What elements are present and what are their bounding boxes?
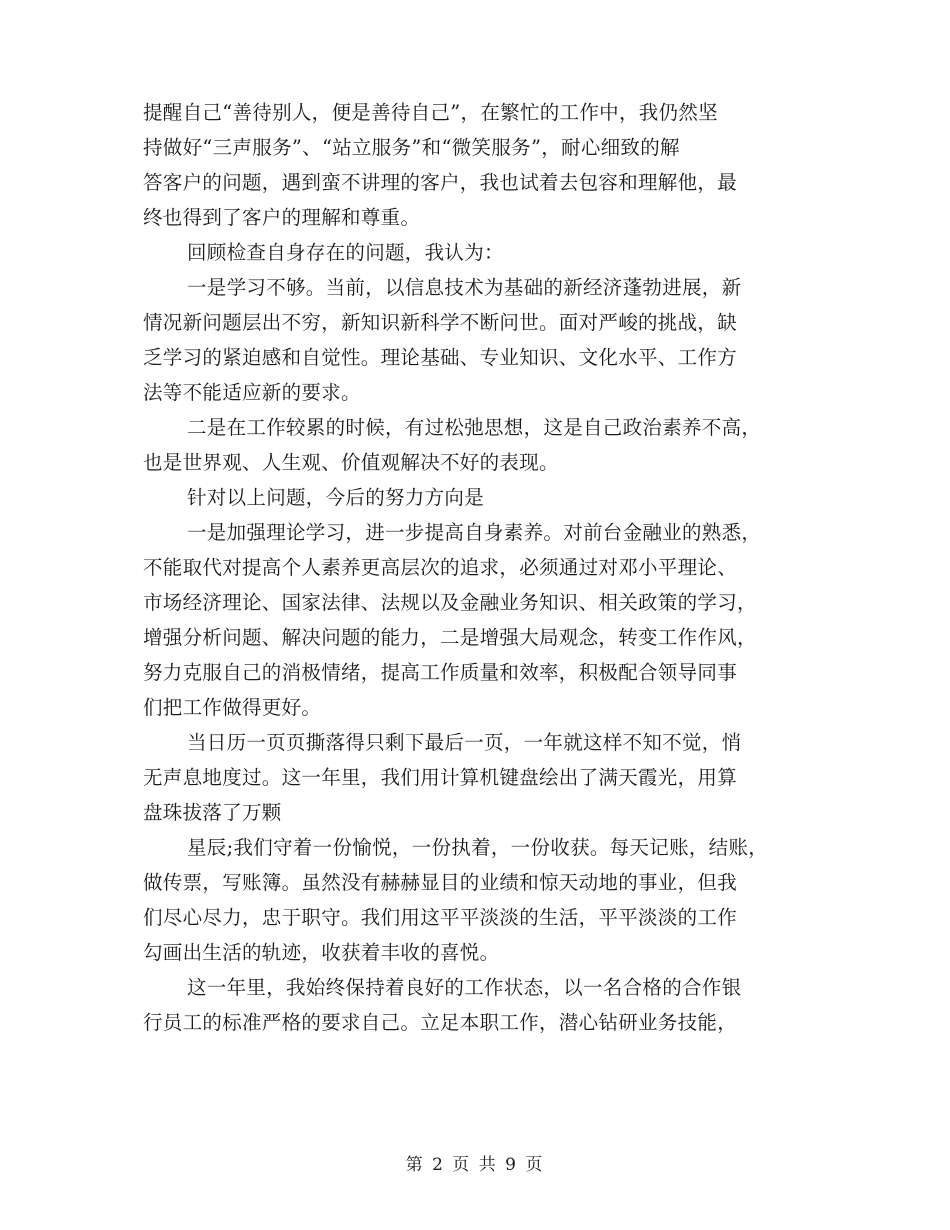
text-line: 做传票，写账簿。虽然没有赫赫显目的业绩和惊天动地的事业，但我 [143, 871, 738, 894]
text-line: 法等不能适应新的要求。 [143, 381, 361, 404]
text-line: 一是加强理论学习，进一步提高自身素养。对前台金融业的熟悉， [187, 521, 762, 544]
text-line: 持做好“三声服务”、“站立服务”和“微笑服务”，耐心细致的解 [143, 136, 680, 159]
text-line: 市场经济理论、国家法律、法规以及金融业务知识、相关政策的学习， [143, 591, 757, 614]
text-line: 无声息地度过。这一年里，我们用计算机键盘绘出了满天霞光，用算 [143, 766, 738, 789]
text-line: 答客户的问题，遇到蛮不讲理的客户，我也试着去包容和理解他，最 [143, 171, 738, 194]
text-line: 也是世界观、人生观、价值观解决不好的表现。 [143, 451, 559, 474]
text-line: 不能取代对提高个人素养更高层次的追求，必须通过对邓小平理论、 [143, 556, 738, 579]
page-footer: 第 2 页 共 9 页 [405, 1155, 545, 1175]
text-line: 针对以上问题，今后的努力方向是 [187, 486, 485, 509]
text-line: 行员工的标准严格的要求自己。立足本职工作，潜心钻研业务技能， [143, 1011, 738, 1034]
text-line: 这一年里，我始终保持着良好的工作状态，以一名合格的合作银 [187, 976, 742, 999]
text-line: 情况新问题层出不穷，新知识新科学不断问世。面对严峻的挑战，缺 [143, 311, 738, 334]
text-line: 一是学习不够。当前，以信息技术为基础的新经济蓬勃进展，新 [187, 276, 742, 299]
text-line: 盘珠拔落了万颗 [143, 801, 282, 824]
text-line: 们尽心尽力，忠于职守。我们用这平平淡淡的生活，平平淡淡的工作 [143, 906, 738, 929]
text-line: 勾画出生活的轨迹，收获着丰收的喜悦。 [143, 941, 500, 964]
text-line: 终也得到了客户的理解和尊重。 [143, 206, 421, 229]
text-line: 提醒自己“善待别人，便是善待自己”，在繁忙的工作中，我仍然坚 [143, 101, 718, 124]
text-line: 增强分析问题、解决问题的能力，二是增强大局观念，转变工作作风， [143, 626, 757, 649]
text-line: 星辰;我们守着一份愉悦，一份执着，一份收获。每天记账，结账， [187, 836, 769, 859]
text-line: 当日历一页页撕落得只剩下最后一页，一年就这样不知不觉，悄 [187, 731, 742, 754]
text-line: 们把工作做得更好。 [143, 696, 322, 719]
text-line: 乏学习的紧迫感和自觉性。理论基础、专业知识、文化水平、工作方 [143, 346, 738, 369]
text-line: 回顾检查自身存在的问题，我认为： [187, 241, 504, 264]
text-line: 二是在工作较累的时候，有过松弛思想，这是自己政治素养不高， [187, 416, 762, 439]
document-body [143, 95, 808, 1040]
text-line: 努力克服自己的消极情绪，提高工作质量和效率，积极配合领导同事 [143, 661, 738, 684]
